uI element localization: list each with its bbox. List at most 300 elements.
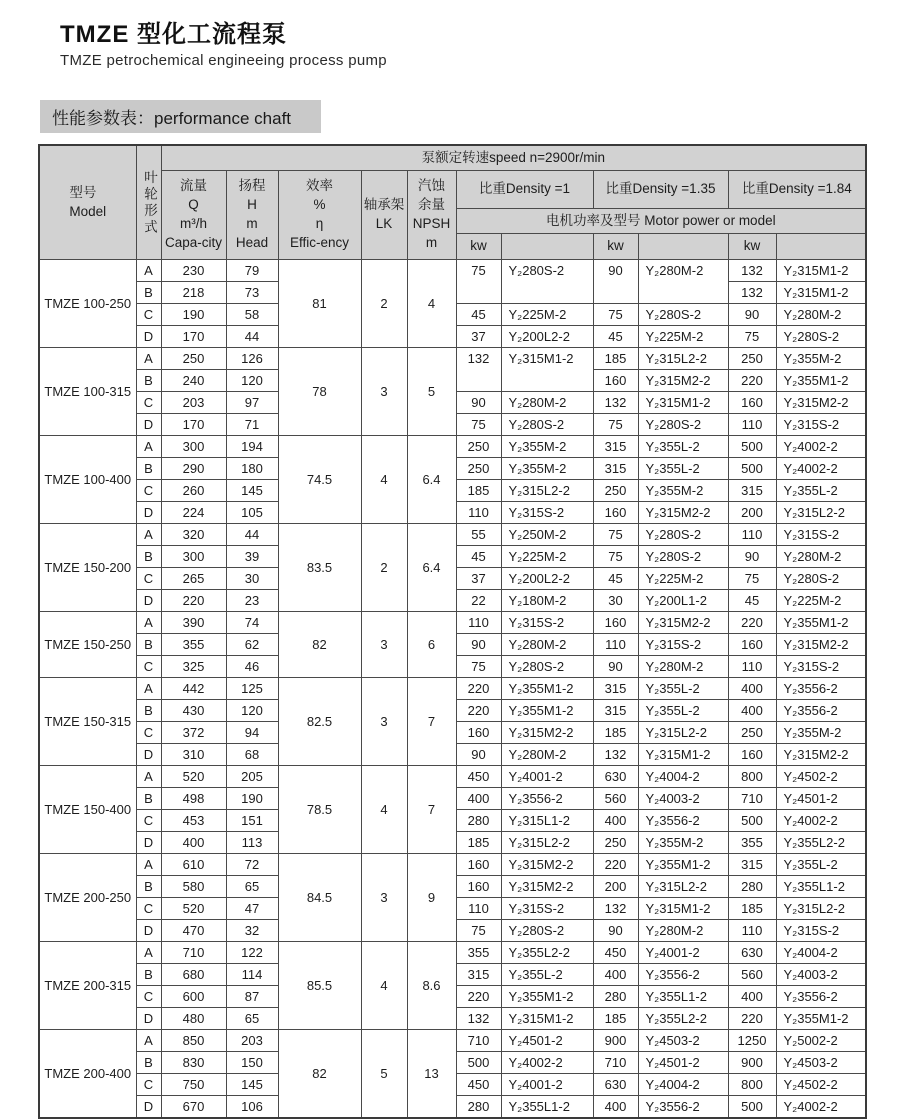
flow-cell: 600 — [161, 986, 226, 1008]
motor-kw-cell: 185 — [456, 480, 501, 502]
head-cell: 105 — [226, 502, 278, 524]
npsh-cell: 6.4 — [407, 524, 456, 612]
motor-kw-cell: 315 — [593, 436, 638, 458]
motor-model-cell: Y₂315L2-2 — [638, 876, 728, 898]
bearing-cell: 2 — [361, 524, 407, 612]
motor-kw-cell: 160 — [456, 854, 501, 876]
motor-model-cell: Y₂225M-2 — [501, 546, 593, 568]
motor-model-cell: Y₂315M2-2 — [776, 634, 866, 656]
table-row — [39, 612, 866, 634]
head-cell: 62 — [226, 634, 278, 656]
motor-model-cell: Y₂280M-2 — [501, 392, 593, 414]
motor-model-cell: Y₂315M2-2 — [501, 722, 593, 744]
motor-kw-cell: 90 — [456, 392, 501, 414]
flow-cell: 830 — [161, 1052, 226, 1074]
flow-cell: 218 — [161, 282, 226, 304]
motor-kw-cell: 75 — [456, 260, 501, 304]
head-cell: 180 — [226, 458, 278, 480]
motor-kw-cell: 630 — [593, 1074, 638, 1096]
flow-cell: 750 — [161, 1074, 226, 1096]
motor-model-cell: Y₂355L2-2 — [776, 832, 866, 854]
head-cell: 30 — [226, 568, 278, 590]
motor-model-cell: Y₂225M-2 — [638, 326, 728, 348]
npsh-cell: 5 — [407, 348, 456, 436]
head-cell: 94 — [226, 722, 278, 744]
motor-model-cell: Y₂355M-2 — [638, 832, 728, 854]
efficiency-cell: 82 — [278, 1030, 361, 1119]
motor-kw-cell: 450 — [456, 766, 501, 788]
impeller-form-cell: C — [136, 304, 161, 326]
head-cell: 106 — [226, 1096, 278, 1119]
motor-kw-cell: 185 — [593, 1008, 638, 1030]
impeller-form-cell: A — [136, 524, 161, 546]
motor-model-cell: Y₂315M1-2 — [776, 260, 866, 282]
motor-model-cell: Y₂315M1-2 — [501, 1008, 593, 1030]
motor-kw-cell: 400 — [728, 678, 776, 700]
motor-kw-cell: 200 — [593, 876, 638, 898]
header-row-density — [39, 171, 866, 209]
motor-kw-cell: 280 — [456, 1096, 501, 1119]
impeller-form-cell: A — [136, 612, 161, 634]
motor-kw-cell: 355 — [728, 832, 776, 854]
efficiency-cell: 82.5 — [278, 678, 361, 766]
motor-kw-cell: 160 — [728, 392, 776, 414]
impeller-form-cell: B — [136, 546, 161, 568]
motor-model-cell: Y₂355M1-2 — [638, 854, 728, 876]
head-cell: 46 — [226, 656, 278, 678]
motor-kw-cell: 630 — [728, 942, 776, 964]
efficiency-cell: 84.5 — [278, 854, 361, 942]
motor-model-cell: Y₂280S-2 — [501, 656, 593, 678]
motor-model-cell: Y₂315S-2 — [776, 656, 866, 678]
motor-model-cell: Y₂355L-2 — [638, 700, 728, 722]
head-cell: 32 — [226, 920, 278, 942]
motor-model-cell: Y₂315L2-2 — [501, 480, 593, 502]
motor-model-cell: Y₂280M-2 — [501, 634, 593, 656]
npsh-cell: 6 — [407, 612, 456, 678]
impeller-form-cell: D — [136, 920, 161, 942]
npsh-cell: 4 — [407, 260, 456, 348]
bearing-cell: 5 — [361, 1030, 407, 1119]
header-model-2 — [638, 234, 728, 260]
flow-cell: 430 — [161, 700, 226, 722]
head-cell: 97 — [226, 392, 278, 414]
table-row — [39, 1030, 866, 1052]
motor-model-cell: Y₂4003-2 — [638, 788, 728, 810]
flow-cell: 498 — [161, 788, 226, 810]
impeller-form-cell: A — [136, 678, 161, 700]
motor-model-cell: Y₂355L1-2 — [501, 1096, 593, 1119]
motor-kw-cell: 560 — [728, 964, 776, 986]
motor-model-cell: Y₂315S-2 — [501, 502, 593, 524]
flow-cell: 850 — [161, 1030, 226, 1052]
flow-cell: 442 — [161, 678, 226, 700]
motor-kw-cell: 132 — [728, 260, 776, 282]
col-header-model-cn: 型号 — [69, 184, 97, 200]
motor-kw-cell: 110 — [456, 502, 501, 524]
motor-model-cell: Y₂4003-2 — [776, 964, 866, 986]
motor-model-cell: Y₂355M-2 — [638, 480, 728, 502]
motor-kw-cell: 75 — [593, 414, 638, 436]
motor-kw-cell: 400 — [593, 1096, 638, 1119]
motor-model-cell: Y₂315M2-2 — [638, 612, 728, 634]
head-cell: 74 — [226, 612, 278, 634]
efficiency-cell: 74.5 — [278, 436, 361, 524]
impeller-form-cell: A — [136, 348, 161, 370]
head-cell: 65 — [226, 876, 278, 898]
head-cell: 39 — [226, 546, 278, 568]
impeller-form-cell: C — [136, 568, 161, 590]
col-header-bearing: 轴承架 LK — [361, 171, 407, 260]
flow-cell: 240 — [161, 370, 226, 392]
motor-kw-cell: 250 — [593, 832, 638, 854]
motor-model-cell: Y₂355M-2 — [776, 348, 866, 370]
motor-model-cell: Y₂4501-2 — [776, 788, 866, 810]
motor-kw-cell: 280 — [456, 810, 501, 832]
motor-kw-cell: 185 — [728, 898, 776, 920]
motor-kw-cell: 315 — [593, 678, 638, 700]
motor-model-cell: Y₂355L-2 — [501, 964, 593, 986]
motor-model-cell: Y₂200L2-2 — [501, 326, 593, 348]
head-cell: 65 — [226, 1008, 278, 1030]
motor-kw-cell: 500 — [728, 436, 776, 458]
impeller-form-cell: C — [136, 722, 161, 744]
bearing-cell: 3 — [361, 678, 407, 766]
motor-model-cell: Y₂355M1-2 — [501, 986, 593, 1008]
motor-kw-cell: 75 — [456, 414, 501, 436]
motor-kw-cell: 45 — [728, 590, 776, 612]
header-kw-2: kw — [593, 234, 638, 260]
impeller-form-cell: C — [136, 810, 161, 832]
flow-cell: 320 — [161, 524, 226, 546]
efficiency-cell: 81 — [278, 260, 361, 348]
block-model-cell: TMZE 150-250 — [39, 612, 136, 678]
impeller-form-cell: D — [136, 744, 161, 766]
head-cell: 47 — [226, 898, 278, 920]
col-header-flow: 流量 Q m³/h Capa-city — [161, 171, 226, 260]
impeller-form-cell: B — [136, 370, 161, 392]
motor-model-cell: Y₂315M1-2 — [638, 898, 728, 920]
header-model-1 — [501, 234, 593, 260]
flow-cell: 670 — [161, 1096, 226, 1119]
impeller-form-cell: B — [136, 788, 161, 810]
impeller-form-cell: C — [136, 1074, 161, 1096]
motor-model-cell: Y₂280M-2 — [638, 920, 728, 942]
motor-kw-cell: 200 — [728, 502, 776, 524]
col-header-model — [39, 145, 136, 260]
motor-model-cell: Y₂4502-2 — [776, 1074, 866, 1096]
datasheet-page — [0, 14, 900, 1119]
motor-kw-cell: 220 — [456, 700, 501, 722]
block-model-cell: TMZE 200-400 — [39, 1030, 136, 1119]
col-header-head: 扬程 H m Head — [226, 171, 278, 260]
block-model-cell: TMZE 100-250 — [39, 260, 136, 348]
motor-kw-cell: 500 — [456, 1052, 501, 1074]
flow-cell: 400 — [161, 832, 226, 854]
head-cell: 113 — [226, 832, 278, 854]
motor-kw-cell: 315 — [593, 700, 638, 722]
motor-model-cell: Y₂315S-2 — [776, 920, 866, 942]
motor-kw-cell: 315 — [456, 964, 501, 986]
flow-cell: 453 — [161, 810, 226, 832]
motor-kw-cell: 400 — [728, 700, 776, 722]
motor-model-cell: Y₂5002-2 — [776, 1030, 866, 1052]
motor-model-cell: Y₂355M1-2 — [776, 370, 866, 392]
motor-kw-cell: 355 — [456, 942, 501, 964]
motor-kw-cell: 110 — [593, 634, 638, 656]
flow-cell: 390 — [161, 612, 226, 634]
header-density-1: 比重Density =1 — [456, 171, 593, 209]
motor-kw-cell: 90 — [456, 744, 501, 766]
flow-cell: 250 — [161, 348, 226, 370]
col-header-npsh: 汽蚀 余量 NPSH m — [407, 171, 456, 260]
motor-kw-cell: 800 — [728, 1074, 776, 1096]
impeller-form-cell: C — [136, 986, 161, 1008]
motor-model-cell: Y₂4001-2 — [501, 766, 593, 788]
impeller-form-cell: B — [136, 282, 161, 304]
motor-model-cell: Y₂315M1-2 — [638, 744, 728, 766]
head-cell: 72 — [226, 854, 278, 876]
flow-cell: 520 — [161, 766, 226, 788]
motor-model-cell: Y₂280M-2 — [776, 546, 866, 568]
flow-cell: 325 — [161, 656, 226, 678]
motor-kw-cell: 132 — [593, 392, 638, 414]
motor-model-cell: Y₂280M-2 — [638, 260, 728, 304]
block-model-cell: TMZE 200-250 — [39, 854, 136, 942]
motor-kw-cell: 90 — [456, 634, 501, 656]
impeller-form-cell: A — [136, 766, 161, 788]
motor-model-cell: Y₂280S-2 — [501, 414, 593, 436]
header-rated-speed: 泵额定转速speed n=2900r/min — [161, 145, 866, 171]
motor-kw-cell: 185 — [456, 832, 501, 854]
motor-model-cell: Y₂4002-2 — [776, 1096, 866, 1119]
impeller-form-cell: A — [136, 854, 161, 876]
motor-model-cell: Y₂4004-2 — [638, 766, 728, 788]
impeller-form-cell: D — [136, 832, 161, 854]
motor-model-cell: Y₂355M-2 — [501, 458, 593, 480]
motor-model-cell: Y₂315L2-2 — [776, 898, 866, 920]
header-motor-power: 电机功率及型号 Motor power or model — [456, 209, 866, 234]
page-title: TMZE 型化工流程泵 — [60, 21, 287, 48]
table-row — [39, 942, 866, 964]
motor-model-cell: Y₂4502-2 — [776, 766, 866, 788]
motor-model-cell: Y₂315L2-2 — [638, 722, 728, 744]
motor-model-cell: Y₂3556-2 — [776, 700, 866, 722]
flow-cell: 520 — [161, 898, 226, 920]
motor-model-cell: Y₂355M-2 — [776, 722, 866, 744]
motor-model-cell: Y₂315L2-2 — [501, 832, 593, 854]
bearing-cell: 4 — [361, 436, 407, 524]
motor-kw-cell: 220 — [593, 854, 638, 876]
flow-cell: 372 — [161, 722, 226, 744]
flow-cell: 610 — [161, 854, 226, 876]
head-cell: 151 — [226, 810, 278, 832]
motor-kw-cell: 900 — [593, 1030, 638, 1052]
motor-kw-cell: 75 — [593, 524, 638, 546]
motor-kw-cell: 132 — [456, 1008, 501, 1030]
motor-kw-cell: 280 — [728, 876, 776, 898]
impeller-form-cell: A — [136, 436, 161, 458]
performance-table — [38, 144, 867, 1119]
motor-kw-cell: 75 — [456, 920, 501, 942]
flow-cell: 190 — [161, 304, 226, 326]
motor-model-cell: Y₂355L-2 — [638, 678, 728, 700]
table-row — [39, 766, 866, 788]
flow-cell: 170 — [161, 414, 226, 436]
motor-kw-cell: 160 — [593, 502, 638, 524]
motor-model-cell: Y₂4004-2 — [638, 1074, 728, 1096]
head-cell: 205 — [226, 766, 278, 788]
motor-kw-cell: 45 — [456, 546, 501, 568]
npsh-cell: 8.6 — [407, 942, 456, 1030]
motor-model-cell: Y₂315S-2 — [776, 524, 866, 546]
header-density-184: 比重Density =1.84 — [728, 171, 866, 209]
motor-model-cell: Y₂4501-2 — [501, 1030, 593, 1052]
motor-model-cell: Y₂315M1-2 — [638, 392, 728, 414]
section-header: 性能参数表：performance chaft — [40, 100, 321, 133]
motor-model-cell: Y₂280S-2 — [776, 326, 866, 348]
motor-kw-cell: 110 — [728, 524, 776, 546]
motor-kw-cell: 55 — [456, 524, 501, 546]
table-row — [39, 678, 866, 700]
motor-model-cell: Y₂4002-2 — [501, 1052, 593, 1074]
block-model-cell: TMZE 150-315 — [39, 678, 136, 766]
bearing-cell: 3 — [361, 854, 407, 942]
motor-kw-cell: 75 — [728, 326, 776, 348]
bearing-cell: 3 — [361, 348, 407, 436]
motor-model-cell: Y₂225M-2 — [501, 304, 593, 326]
motor-model-cell: Y₂4001-2 — [638, 942, 728, 964]
bearing-cell: 3 — [361, 612, 407, 678]
motor-model-cell: Y₂315M2-2 — [776, 744, 866, 766]
motor-model-cell: Y₂355L2-2 — [638, 1008, 728, 1030]
motor-model-cell: Y₂315L1-2 — [501, 810, 593, 832]
motor-kw-cell: 250 — [593, 480, 638, 502]
head-cell: 87 — [226, 986, 278, 1008]
motor-model-cell: Y₂280S-2 — [638, 414, 728, 436]
impeller-form-cell: B — [136, 1052, 161, 1074]
impeller-form-cell: B — [136, 458, 161, 480]
motor-model-cell: Y₂3556-2 — [501, 788, 593, 810]
impeller-form-cell: A — [136, 260, 161, 282]
motor-kw-cell: 400 — [456, 788, 501, 810]
motor-kw-cell: 450 — [456, 1074, 501, 1096]
motor-kw-cell: 110 — [456, 898, 501, 920]
motor-model-cell: Y₂355M-2 — [501, 436, 593, 458]
motor-model-cell: Y₂4503-2 — [638, 1030, 728, 1052]
motor-kw-cell: 45 — [456, 304, 501, 326]
head-cell: 120 — [226, 700, 278, 722]
motor-model-cell: Y₂280M-2 — [638, 656, 728, 678]
motor-kw-cell: 1250 — [728, 1030, 776, 1052]
motor-kw-cell: 185 — [593, 348, 638, 370]
performance-table-body — [39, 260, 866, 1119]
impeller-form-cell: B — [136, 876, 161, 898]
motor-model-cell: Y₂4002-2 — [776, 810, 866, 832]
motor-kw-cell: 30 — [593, 590, 638, 612]
table-row — [39, 260, 866, 282]
head-cell: 114 — [226, 964, 278, 986]
motor-kw-cell: 630 — [593, 766, 638, 788]
motor-model-cell: Y₂315M2-2 — [638, 502, 728, 524]
header-model-3 — [776, 234, 866, 260]
impeller-form-cell: B — [136, 964, 161, 986]
impeller-form-cell: D — [136, 1096, 161, 1119]
motor-kw-cell: 400 — [593, 964, 638, 986]
motor-kw-cell: 22 — [456, 590, 501, 612]
motor-kw-cell: 280 — [593, 986, 638, 1008]
flow-cell: 355 — [161, 634, 226, 656]
motor-kw-cell: 110 — [728, 414, 776, 436]
flow-cell: 310 — [161, 744, 226, 766]
motor-kw-cell: 500 — [728, 1096, 776, 1119]
motor-kw-cell: 900 — [728, 1052, 776, 1074]
motor-model-cell: Y₂225M-2 — [638, 568, 728, 590]
flow-cell: 265 — [161, 568, 226, 590]
motor-model-cell: Y₂280M-2 — [776, 304, 866, 326]
head-cell: 122 — [226, 942, 278, 964]
motor-kw-cell: 800 — [728, 766, 776, 788]
impeller-form-cell: B — [136, 700, 161, 722]
motor-kw-cell: 315 — [728, 480, 776, 502]
head-cell: 58 — [226, 304, 278, 326]
motor-kw-cell: 45 — [593, 326, 638, 348]
npsh-cell: 7 — [407, 678, 456, 766]
flow-cell: 470 — [161, 920, 226, 942]
impeller-form-cell: D — [136, 1008, 161, 1030]
motor-kw-cell: 250 — [728, 722, 776, 744]
motor-kw-cell: 90 — [593, 260, 638, 304]
motor-kw-cell: 132 — [456, 348, 501, 392]
motor-model-cell: Y₂280S-2 — [638, 546, 728, 568]
impeller-form-cell: A — [136, 942, 161, 964]
flow-cell: 300 — [161, 546, 226, 568]
motor-kw-cell: 160 — [456, 876, 501, 898]
motor-kw-cell: 160 — [728, 634, 776, 656]
header-density-135: 比重Density =1.35 — [593, 171, 728, 209]
motor-model-cell: Y₂4501-2 — [638, 1052, 728, 1074]
head-cell: 73 — [226, 282, 278, 304]
head-cell: 190 — [226, 788, 278, 810]
flow-cell: 680 — [161, 964, 226, 986]
motor-model-cell: Y₂180M-2 — [501, 590, 593, 612]
head-cell: 44 — [226, 326, 278, 348]
motor-kw-cell: 160 — [593, 370, 638, 392]
motor-model-cell: Y₂315M1-2 — [776, 282, 866, 304]
motor-model-cell: Y₂355M1-2 — [776, 1008, 866, 1030]
head-cell: 145 — [226, 480, 278, 502]
motor-kw-cell: 220 — [728, 612, 776, 634]
motor-model-cell: Y₂3556-2 — [638, 810, 728, 832]
impeller-form-cell: C — [136, 898, 161, 920]
motor-model-cell: Y₂315M2-2 — [501, 854, 593, 876]
header-row-speed — [39, 145, 866, 171]
impeller-form-cell: B — [136, 634, 161, 656]
motor-kw-cell: 132 — [728, 282, 776, 304]
motor-kw-cell: 250 — [728, 348, 776, 370]
table-row — [39, 348, 866, 370]
motor-model-cell: Y₂355L-2 — [776, 854, 866, 876]
motor-kw-cell: 160 — [593, 612, 638, 634]
flow-cell: 203 — [161, 392, 226, 414]
motor-kw-cell: 132 — [593, 744, 638, 766]
block-model-cell: TMZE 100-315 — [39, 348, 136, 436]
motor-kw-cell: 500 — [728, 458, 776, 480]
motor-model-cell: Y₂200L2-2 — [501, 568, 593, 590]
flow-cell: 290 — [161, 458, 226, 480]
col-header-efficiency: 效率 % η Effic-ency — [278, 171, 361, 260]
motor-kw-cell: 450 — [593, 942, 638, 964]
